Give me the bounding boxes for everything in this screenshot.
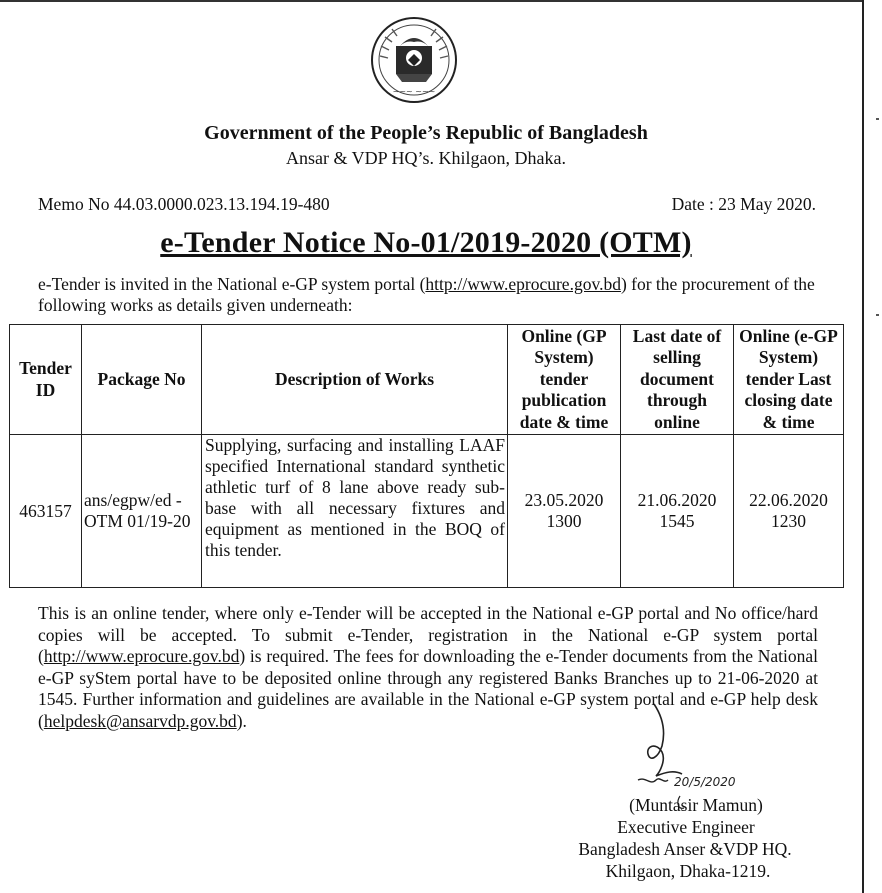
- package-no-cell: ans/egpw/ed -OTM 01/19-20: [82, 435, 202, 588]
- col-header-description: Description of Works: [202, 325, 508, 435]
- signatory-title: Executive Engineer: [617, 817, 755, 837]
- signatory-name: (Muntasir Mamun): [629, 795, 763, 815]
- table-row: [10, 435, 844, 588]
- scan-mark: [876, 118, 879, 120]
- eprocure-link[interactable]: http://www.eprocure.gov.bd: [425, 274, 621, 294]
- memo-date: Date : 23 May 2020.: [671, 194, 816, 214]
- svg-text:20/5/2020: 20/5/2020: [674, 775, 736, 789]
- col-header-package-no: Package No: [82, 325, 202, 435]
- scan-mark: [876, 314, 879, 316]
- page-right-border: [862, 0, 864, 893]
- signatory-org: Bangladesh Anser &VDP HQ.: [578, 839, 792, 859]
- helpdesk-email-link[interactable]: helpdesk@ansarvdp.gov.bd: [43, 710, 237, 731]
- signatory-location: Khilgaon, Dhaka-1219.: [605, 861, 771, 881]
- publication-cell: 23.05.2020 1300: [508, 435, 621, 588]
- closing-cell: 22.06.2020 1230: [734, 435, 844, 588]
- description-cell: Supplying, surfacing and installing LAAF specified International standard synthetic athletic turf of 8 lane above ready sub-base with all necessary fixtures and equipment as mentioned in the BOQ of this tender.: [202, 435, 508, 588]
- tender-table: [9, 324, 844, 588]
- col-header-publication: Online (GP System) tender publication date & time: [508, 325, 621, 435]
- intro-text-end: ) for the procurement of the following works as details given underneath:: [38, 274, 815, 315]
- instructions-text: This is an online tender, where only e-Tender will be accepted in the National e-GP portal and No office/hard copies will be accepted. To submit e-Tender, registration in the National e-GP system portal (: [38, 603, 818, 666]
- last-selling-cell: 21.06.2020 1545: [621, 435, 734, 588]
- tender-id-cell: 463157: [10, 435, 82, 588]
- memo-number: Memo No 44.03.0000.023.13.194.19-480: [38, 194, 330, 214]
- col-header-closing: Online (e-GP System) tender Last closing date & time: [734, 325, 844, 435]
- signature-block: [520, 794, 850, 882]
- col-header-tender-id: Tender ID: [10, 325, 82, 435]
- ansar-vdp-emblem-icon: [370, 16, 458, 112]
- office-address: Ansar & VDP HQ’s. Khilgaon, Dhaka.: [286, 148, 566, 168]
- notice-title: e-Tender Notice No-01/2019-2020 (OTM): [160, 226, 692, 259]
- intro-paragraph: [38, 274, 818, 316]
- eprocure-link-2[interactable]: http://www.eprocure.gov.bd: [43, 646, 240, 666]
- svg-text:~~~ ~~~: ~~~ ~~~: [392, 87, 436, 96]
- table-header-row: [10, 325, 844, 435]
- instructions-text-3: ).: [236, 710, 247, 731]
- col-header-last-selling: Last date of selling document through online: [621, 325, 734, 435]
- instructions-text-2: ) is required. The fees for downloading the e-Tender documents from the National e-GP syStem portal have to be deposited online through any registered Banks Branches up to 21-06-2020 at 1545. Further information and guidelines are available in the National e-GP system portal and e-GP help desk (: [38, 646, 818, 731]
- intro-text: e-Tender is invited in the National e-GP system portal (: [38, 274, 426, 294]
- page-top-border: [0, 0, 864, 2]
- government-title: Government of the People’s Republic of Bangladesh: [204, 122, 648, 144]
